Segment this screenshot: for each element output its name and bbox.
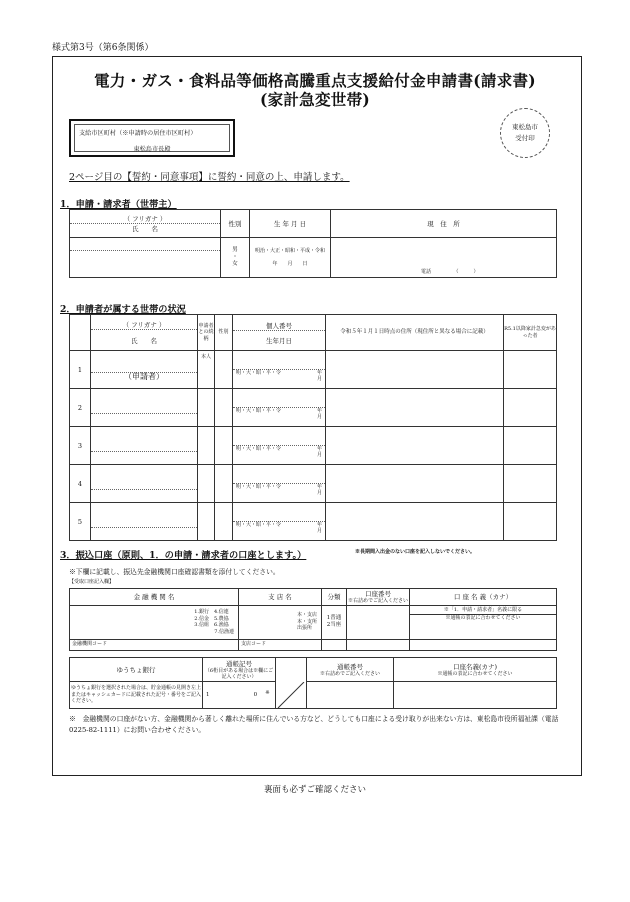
household-row <box>70 389 557 427</box>
hh-dob-label: 生年月日 <box>266 336 292 345</box>
acct-type-options[interactable]: 1普通 2当座 <box>322 605 347 639</box>
acct-no-header <box>347 589 410 606</box>
household-row <box>70 351 557 389</box>
acct-no-field[interactable] <box>347 605 410 639</box>
jan-address-field[interactable] <box>326 503 504 541</box>
relation-field[interactable]: 本人 <box>198 351 215 389</box>
member-ymd: 年 月 <box>316 483 322 496</box>
jan-address-field[interactable] <box>326 465 504 503</box>
hh-gender-header: 性別 <box>215 315 233 351</box>
row-number: 5 <box>70 503 91 541</box>
furigana-label: （ フリガナ ） <box>70 214 220 224</box>
yucho-no-note: ※右詰めでご記入ください <box>319 670 380 677</box>
yucho-sign-note: （6桁目がある場合は※欄にご記入ください） <box>204 667 274 680</box>
bottom-note: ※ 金融機関の口座がない方、金融機関から著しく離れた場所に住んでいる方など、どうしても口座による受け取りが出来ない方は、東松島市役所福祉課（電話0225-82-1111）にお問い合わせください。 <box>69 715 559 734</box>
bank-code-field[interactable]: 金融機関コード <box>70 639 239 650</box>
member-era: 明・大・昭・平・令 <box>236 445 282 452</box>
change-header: R5.1以降家計急変があった者 <box>504 315 557 351</box>
member-ymd: 年 月 <box>316 407 322 420</box>
gender-options[interactable]: 男 ・ 女 <box>221 238 250 278</box>
household-row <box>70 503 557 541</box>
agreement-statement: 2ページ目の【誓約・同意事項】に誓約・同意の上、申請します。 <box>69 172 350 183</box>
change-field[interactable] <box>504 465 557 503</box>
member-name-field[interactable] <box>91 465 198 503</box>
household-table <box>69 314 557 541</box>
member-era: 明・大・昭・平・令 <box>236 483 282 490</box>
yucho-digit-0: 0 <box>253 692 258 699</box>
holder-field[interactable] <box>410 605 557 639</box>
member-name-value: （申請者） <box>124 371 164 381</box>
row-number: 1 <box>70 351 91 389</box>
member-era: 明・大・昭・平・令 <box>236 521 282 528</box>
member-name-field[interactable] <box>91 389 198 427</box>
acct-no-label: 口座番号 <box>365 590 391 598</box>
row-number: 3 <box>70 427 91 465</box>
member-personal-dob-field[interactable] <box>233 351 326 389</box>
relation-field[interactable] <box>198 389 215 427</box>
applicant-name-field[interactable] <box>70 238 221 278</box>
section1-heading: 1．申請・請求者（世帯主） <box>60 199 177 210</box>
yucho-sign-field[interactable] <box>203 682 276 709</box>
dob-header: 生 年 月 日 <box>250 210 331 238</box>
yucho-header: ゆうちょ銀行 <box>70 658 203 682</box>
relation-field[interactable] <box>198 427 215 465</box>
address-header: 現 住 所 <box>331 210 557 238</box>
personal-no-label: 個人番号 <box>233 321 325 331</box>
account-box-label: 【受取口座記入欄】 <box>69 579 115 585</box>
member-ymd: 年 月 <box>316 445 322 458</box>
yucho-sign-label: 通帳記号 <box>226 659 252 668</box>
yucho-no-label: 通帳番号 <box>337 662 363 671</box>
addressee-value: 東松島市長殿 <box>133 146 171 153</box>
personal-no-header <box>233 315 326 351</box>
form-title: 電力・ガス・食料品等価格高騰重点支援給付金申請書(請求書) <box>94 71 536 90</box>
bank-table <box>69 588 557 651</box>
bank-name-header: 金 融 機 関 名 <box>70 589 239 606</box>
stamp-line2: 受付印 <box>515 134 535 142</box>
yucho-holder-field[interactable] <box>394 682 557 709</box>
holder-header <box>410 589 557 606</box>
relation-field[interactable] <box>198 503 215 541</box>
account-note: ※下欄に記載し、振込先金融機関口座確認書類を添付してください。 <box>69 568 280 576</box>
hh-name-label: 氏 名 <box>131 337 157 345</box>
change-field[interactable] <box>504 351 557 389</box>
yucho-diagonal <box>276 682 307 709</box>
member-gender-field[interactable] <box>215 503 233 541</box>
member-era: 明・大・昭・平・令 <box>236 407 282 414</box>
branch-header: 支 店 名 <box>239 589 322 606</box>
branch-type-options: 本・支店 本・支所 出張所 <box>296 612 317 632</box>
change-field[interactable] <box>504 427 557 465</box>
member-personal-dob-field[interactable] <box>233 503 326 541</box>
member-personal-dob-field[interactable] <box>233 465 326 503</box>
section3-heading-note: ※長期間入出金のない口座を記入しないでください。 <box>355 549 476 555</box>
member-personal-dob-field[interactable] <box>233 427 326 465</box>
jan-address-field[interactable] <box>326 389 504 427</box>
form-subtitle: (家計急変世帯) <box>259 90 371 109</box>
yucho-holder-label: 口座名義(カナ) <box>452 662 498 671</box>
bank-type-options: 1.銀行 4.信連 2.信金 5.農協 3.信組 6.漁協 7.信漁連 <box>194 609 234 635</box>
jan-address-field[interactable] <box>326 351 504 389</box>
applicant-table <box>69 209 557 278</box>
member-gender-field[interactable] <box>215 465 233 503</box>
dob-field[interactable] <box>250 238 331 278</box>
yucho-holder-note: ※通帳の表記に合わせてください <box>437 670 513 677</box>
household-name-header <box>91 315 198 351</box>
address-field[interactable] <box>331 238 557 278</box>
addressee-label: 支給市区町村（※申請時の居住市区町村） <box>79 130 197 137</box>
yucho-holder-header <box>394 658 557 682</box>
yucho-no-field[interactable] <box>307 682 394 709</box>
jan-address-header: 令和５年１月１日時点の住所（現住所と異なる場合に記載） <box>326 315 504 351</box>
holder-note1: ※「1．申請・請求者」名義に限る <box>410 606 556 616</box>
footer-note: 裏面も必ずご確認ください <box>263 785 366 795</box>
phone-label: 電話 （ ） <box>421 268 479 275</box>
hh-furigana-label: （ フリガナ ） <box>91 320 197 330</box>
yucho-asterisk: ※ <box>265 690 270 697</box>
yucho-table <box>69 657 557 709</box>
branch-code-field[interactable]: 支店コード <box>239 639 322 650</box>
change-field[interactable] <box>504 389 557 427</box>
member-name-field[interactable] <box>91 503 198 541</box>
stamp-line1: 東松島市 <box>512 123 538 131</box>
household-row <box>70 465 557 503</box>
section2-heading: 2．申請者が属する世帯の状況 <box>60 304 186 315</box>
section3-heading: 3．振込口座（原則、1．の申請・請求者の口座とします。） <box>60 550 307 561</box>
acct-type-header: 分類 <box>322 589 347 606</box>
row-number: 2 <box>70 389 91 427</box>
addressee-box <box>69 119 235 157</box>
member-gender-field[interactable] <box>215 389 233 427</box>
member-ymd: 年 月 <box>316 369 322 382</box>
jan-address-field[interactable] <box>326 427 504 465</box>
yucho-sign-header <box>203 658 276 682</box>
holder-label: 口 座 名 義（カナ） <box>453 593 513 602</box>
member-era: 明・大・昭・平・令 <box>236 369 282 376</box>
name-label: 氏 名 <box>132 225 158 233</box>
member-gender-field[interactable] <box>215 351 233 389</box>
member-name-field[interactable] <box>91 351 198 389</box>
bank-name-field[interactable] <box>70 605 239 639</box>
holder-note2: ※通帳の表記に合わせてください <box>445 615 521 621</box>
row-number: 4 <box>70 465 91 503</box>
yucho-desc: ゆうちょ銀行を選択された場合は、貯金通帳の見開き左上またはキャッシュカードに記載された記号・番号をご記入ください。 <box>70 682 203 709</box>
gender-header: 性別 <box>221 210 250 238</box>
member-gender-field[interactable] <box>215 427 233 465</box>
yucho-no-header <box>307 658 394 682</box>
member-name-field[interactable] <box>91 427 198 465</box>
acct-no-sub: ※右詰めでご記入ください <box>347 598 408 604</box>
relation-field[interactable] <box>198 465 215 503</box>
household-row <box>70 427 557 465</box>
relation-header: 申請者との続柄 <box>198 315 215 351</box>
form-code: 様式第3号（第6条関係） <box>52 43 154 53</box>
branch-field[interactable] <box>239 605 322 639</box>
yucho-digit-1: 1 <box>206 692 210 699</box>
change-field[interactable] <box>504 503 557 541</box>
reception-stamp <box>500 108 550 158</box>
era-options: 明治・大正・昭和・平成・令和 <box>254 248 325 254</box>
date-units: 年 月 日 <box>272 260 308 267</box>
furigana-name-header <box>70 210 221 238</box>
member-ymd: 年 月 <box>316 521 322 534</box>
member-personal-dob-field[interactable] <box>233 389 326 427</box>
